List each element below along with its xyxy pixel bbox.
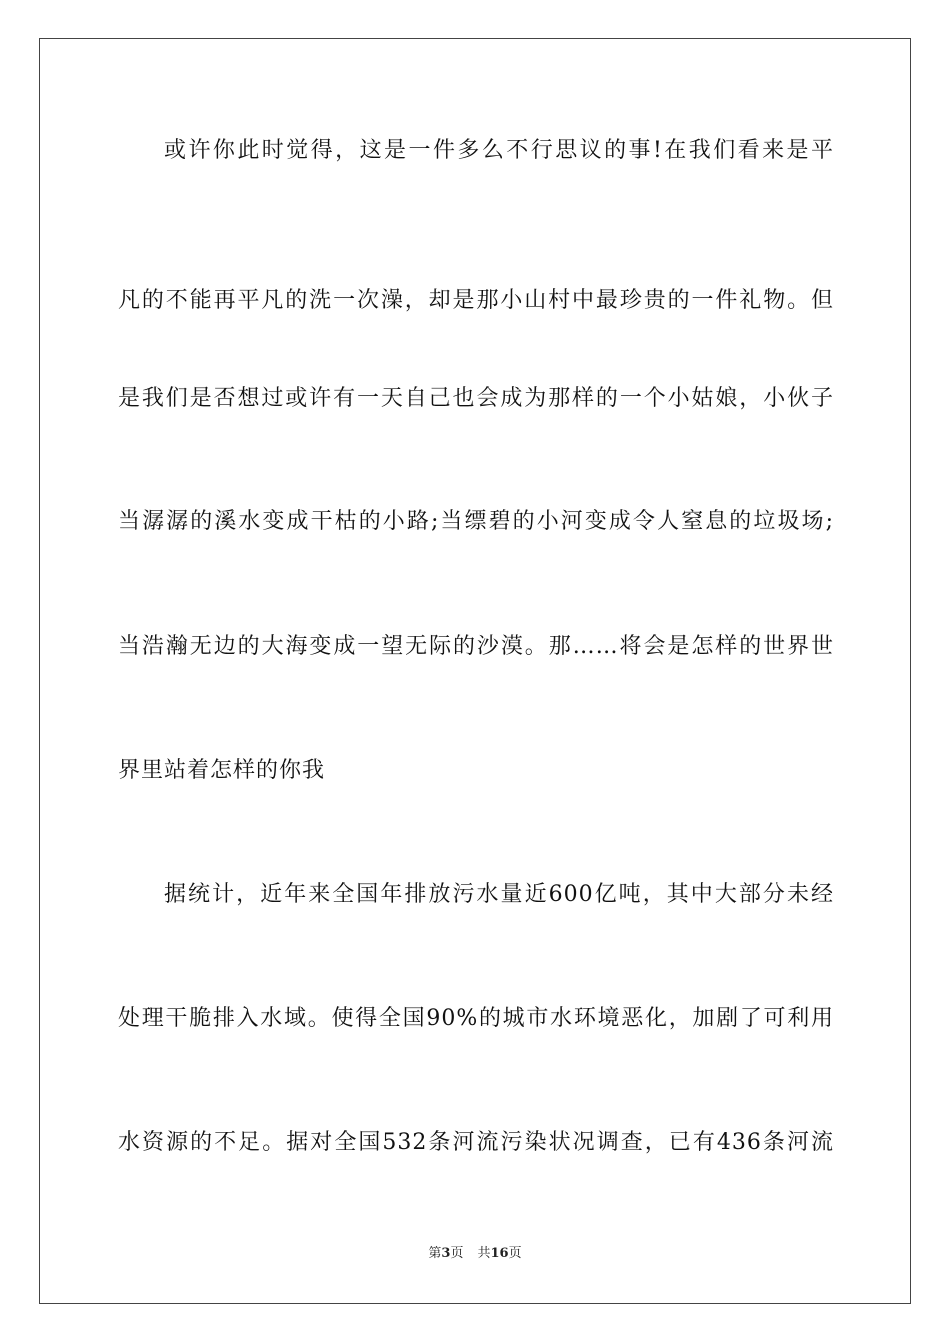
paragraph-2-line-2: 处理干脆排入水域。使得全国90%的城市水环境恶化，加剧了可利用 <box>118 1006 834 1031</box>
page-border <box>39 38 911 1304</box>
paragraph-1-line-1: 或许你此时觉得，这是一件多么不行思议的事!在我们看来是平 <box>164 138 834 163</box>
footer-total-suffix: 页 <box>508 1246 522 1261</box>
paragraph-1-line-6: 界里站着怎样的你我 <box>118 758 326 783</box>
paragraph-1-line-3: 是我们是否想过或许有一天自己也会成为那样的一个小姑娘，小伙子 <box>118 386 834 411</box>
footer-page-prefix: 第 <box>428 1246 442 1261</box>
footer-page-number: 3 <box>441 1246 451 1261</box>
paragraph-1-line-2: 凡的不能再平凡的洗一次澡，却是那小山村中最珍贵的一件礼物。但 <box>118 288 834 313</box>
footer-page-suffix: 页 <box>450 1246 464 1261</box>
page-footer <box>0 1245 950 1263</box>
paragraph-2-line-3: 水资源的不足。据对全国532条河流污染状况调查，已有436条河流 <box>118 1130 834 1155</box>
footer-total-number: 16 <box>490 1246 509 1261</box>
paragraph-1-line-4: 当潺潺的溪水变成干枯的小路;当缥碧的小河变成令人窒息的垃圾场; <box>118 509 834 534</box>
paragraph-1-line-5: 当浩瀚无边的大海变成一望无际的沙漠。那……将会是怎样的世界世 <box>118 634 834 659</box>
paragraph-2-line-1: 据统计，近年来全国年排放污水量近600亿吨，其中大部分未经 <box>164 882 834 907</box>
footer-total-prefix: 共 <box>477 1246 491 1261</box>
